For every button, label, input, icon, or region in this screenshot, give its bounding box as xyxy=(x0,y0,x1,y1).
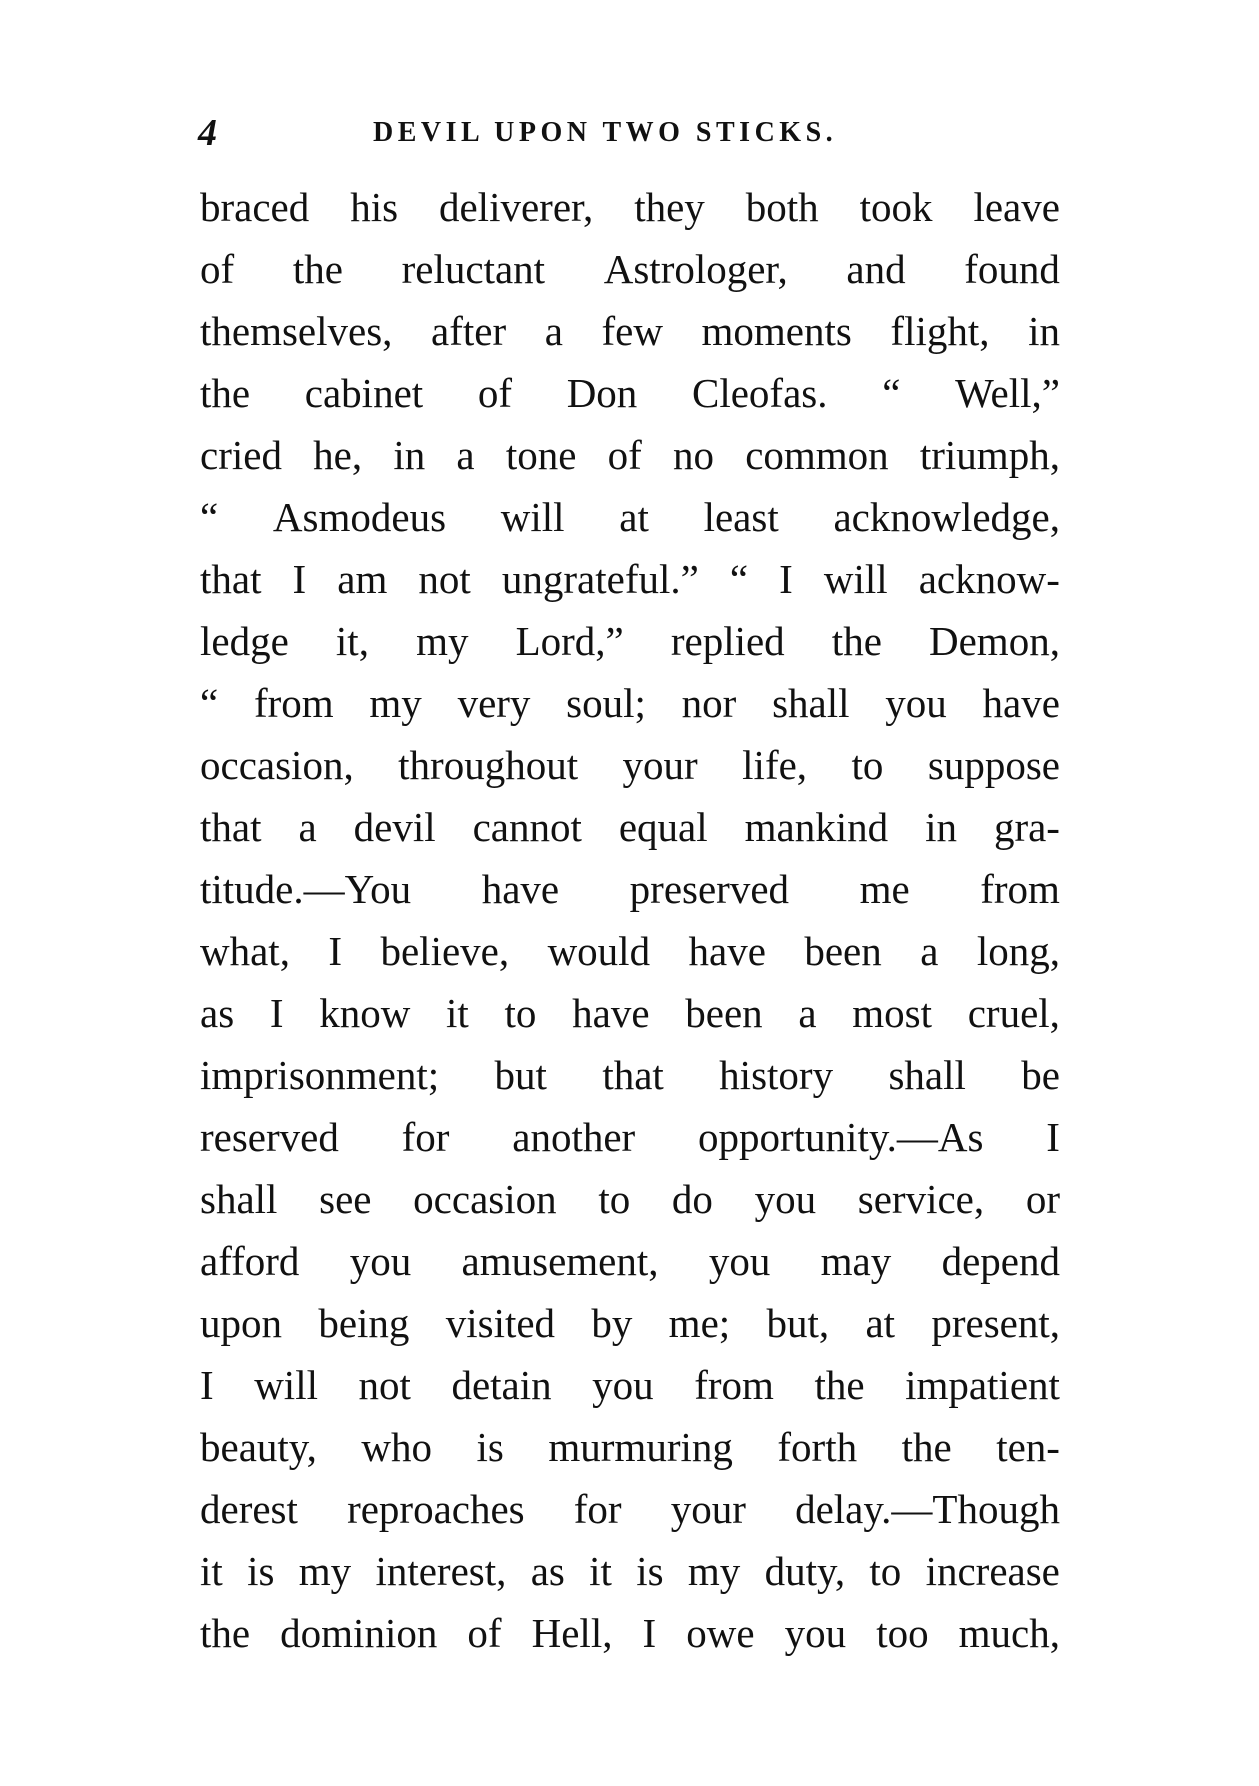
word: see xyxy=(319,1176,372,1222)
word: your xyxy=(622,742,698,788)
word: not xyxy=(418,556,471,602)
word: preserved xyxy=(629,866,790,912)
running-title: DEVIL UPON TWO STICKS. xyxy=(373,117,838,148)
word: that xyxy=(200,556,262,602)
word: occasion xyxy=(413,1176,557,1222)
word: that xyxy=(200,804,262,850)
word: I xyxy=(1046,1114,1060,1160)
text-line xyxy=(200,1602,1060,1664)
word: my xyxy=(687,1548,741,1594)
text-line xyxy=(200,1044,1060,1106)
text-line xyxy=(200,920,1060,982)
word: themselves, xyxy=(200,308,393,354)
word: present, xyxy=(931,1300,1060,1346)
word: for xyxy=(573,1486,622,1532)
word: my xyxy=(369,680,422,726)
word: gra- xyxy=(993,804,1060,850)
word: to xyxy=(869,1548,902,1594)
word: me; xyxy=(668,1300,731,1346)
word: visited xyxy=(445,1300,556,1346)
word: Well,” xyxy=(955,370,1060,416)
word: the xyxy=(292,246,343,292)
word: a xyxy=(456,432,475,478)
word: shall xyxy=(200,1176,278,1222)
word: will xyxy=(823,556,888,602)
word: replied xyxy=(670,618,785,664)
word: my xyxy=(298,1548,352,1594)
word: much, xyxy=(958,1610,1060,1656)
text-line xyxy=(200,734,1060,796)
word: would xyxy=(547,928,651,974)
word: amusement, xyxy=(461,1238,659,1284)
word: it xyxy=(446,990,469,1036)
word: your xyxy=(670,1486,746,1532)
word: “ xyxy=(200,494,219,540)
word: you xyxy=(754,1176,817,1222)
word: cannot xyxy=(472,804,582,850)
text-line xyxy=(200,982,1060,1044)
text-line xyxy=(200,424,1060,486)
word: in xyxy=(393,432,426,478)
word: shall xyxy=(888,1052,966,1098)
word: will xyxy=(500,494,565,540)
text-line xyxy=(200,176,1060,238)
word: impatient xyxy=(905,1362,1060,1408)
word: long, xyxy=(976,928,1060,974)
word: took xyxy=(859,184,933,230)
word: a xyxy=(920,928,939,974)
word: both xyxy=(745,184,819,230)
word: upon xyxy=(200,1300,282,1346)
word: murmuring xyxy=(548,1424,733,1470)
word: you xyxy=(784,1610,847,1656)
word: moments xyxy=(701,308,852,354)
word: detain xyxy=(451,1362,552,1408)
word: derest xyxy=(200,1486,298,1532)
text-line xyxy=(200,1292,1060,1354)
word: have xyxy=(982,680,1060,726)
word: history xyxy=(719,1052,834,1098)
word: dominion xyxy=(280,1610,438,1656)
word: as xyxy=(530,1548,565,1594)
word: I xyxy=(779,556,793,602)
word: of xyxy=(607,432,642,478)
word: the xyxy=(901,1424,952,1470)
word: increase xyxy=(925,1548,1060,1594)
word: I xyxy=(269,990,284,1036)
word: at xyxy=(619,494,649,540)
word: they xyxy=(634,184,705,230)
word: in xyxy=(925,804,957,850)
text-line xyxy=(200,300,1060,362)
word: interest, xyxy=(375,1548,507,1594)
word: or xyxy=(1025,1176,1060,1222)
word: no xyxy=(672,432,714,478)
word: after xyxy=(431,308,507,354)
word: reluctant xyxy=(401,246,546,292)
word: that xyxy=(602,1052,664,1098)
word: he, xyxy=(313,432,363,478)
word: acknow- xyxy=(918,556,1060,602)
word: soul; xyxy=(566,680,646,726)
text-line xyxy=(200,610,1060,672)
word: duty, xyxy=(764,1548,846,1594)
word: few xyxy=(601,308,663,354)
word: from xyxy=(253,680,334,726)
word: Demon, xyxy=(929,618,1060,664)
word: who xyxy=(361,1424,432,1470)
body-text xyxy=(200,176,1060,1676)
word: I xyxy=(642,1610,657,1656)
word: leave xyxy=(973,184,1060,230)
word: nor xyxy=(681,680,737,726)
word: it, xyxy=(335,618,369,664)
text-line xyxy=(200,1540,1060,1602)
word: devil xyxy=(353,804,436,850)
word: be xyxy=(1021,1052,1060,1098)
text-line xyxy=(200,1478,1060,1540)
word: I xyxy=(328,928,343,974)
word: service, xyxy=(857,1176,985,1222)
word: throughout xyxy=(398,742,579,788)
text-line xyxy=(200,1354,1060,1416)
running-head xyxy=(198,108,1064,158)
word: braced xyxy=(200,184,310,230)
page-number: 4 xyxy=(198,112,217,154)
word: equal xyxy=(618,804,708,850)
word: Lord,” xyxy=(515,618,624,664)
word: me xyxy=(859,866,910,912)
word: of xyxy=(200,246,235,292)
text-line xyxy=(200,672,1060,734)
word: may xyxy=(820,1238,892,1284)
word: ungrateful.” xyxy=(501,556,699,602)
word: but xyxy=(494,1052,547,1098)
word: life, xyxy=(742,742,808,788)
word: tone xyxy=(505,432,577,478)
word: will xyxy=(254,1362,318,1408)
word: you xyxy=(885,680,947,726)
text-line xyxy=(200,548,1060,610)
word: imprisonment; xyxy=(200,1052,440,1098)
word: by xyxy=(591,1300,633,1346)
word: Don xyxy=(566,370,638,416)
word: is xyxy=(247,1548,275,1594)
word: ten- xyxy=(996,1424,1060,1470)
word: ledge xyxy=(200,618,289,664)
word: the xyxy=(200,1610,251,1656)
word: from xyxy=(694,1362,774,1408)
word: as xyxy=(200,990,235,1036)
word: but, xyxy=(766,1300,830,1346)
word: of xyxy=(477,370,513,416)
word: at xyxy=(865,1300,896,1346)
word: deliverer, xyxy=(438,184,594,230)
text-line xyxy=(200,1230,1060,1292)
word: cried xyxy=(200,432,282,478)
word: “ xyxy=(729,556,749,602)
word: Hell, xyxy=(531,1610,613,1656)
word: in xyxy=(1028,308,1060,354)
word: very xyxy=(457,680,531,726)
word: and xyxy=(846,246,906,292)
word: a xyxy=(544,308,563,354)
word: is xyxy=(636,1548,664,1594)
word: delay.—Though xyxy=(795,1486,1060,1532)
word: have xyxy=(572,990,650,1036)
word: not xyxy=(358,1362,411,1408)
word: I xyxy=(200,1362,214,1408)
word: a xyxy=(798,990,817,1036)
word: reproaches xyxy=(347,1486,525,1532)
word: reserved xyxy=(200,1114,339,1160)
word: his xyxy=(350,184,399,230)
word: triumph, xyxy=(919,432,1060,478)
word: Astrologer, xyxy=(603,246,788,292)
word: the xyxy=(200,370,251,416)
word: for xyxy=(401,1114,450,1160)
word: you xyxy=(349,1238,412,1284)
word: of xyxy=(467,1610,502,1656)
word: been xyxy=(804,928,882,974)
text-line xyxy=(200,238,1060,300)
text-line xyxy=(200,1416,1060,1478)
word: occasion, xyxy=(200,742,354,788)
word: being xyxy=(318,1300,410,1346)
word: have xyxy=(688,928,766,974)
word: it xyxy=(589,1548,612,1594)
word: “ xyxy=(200,680,219,726)
word: my xyxy=(416,618,469,664)
word: “ xyxy=(882,370,901,416)
word: most xyxy=(852,990,933,1036)
word: acknowledge, xyxy=(833,494,1060,540)
word: what, xyxy=(200,928,290,974)
word: Asmodeus xyxy=(272,494,447,540)
text-line xyxy=(200,486,1060,548)
word: titude.—You xyxy=(200,866,412,912)
word: forth xyxy=(777,1424,858,1470)
word: owe xyxy=(686,1610,755,1656)
word: it xyxy=(200,1548,223,1594)
word: you xyxy=(592,1362,654,1408)
word: is xyxy=(476,1424,504,1470)
text-line xyxy=(200,1106,1060,1168)
word: believe, xyxy=(380,928,510,974)
word: least xyxy=(703,494,779,540)
word: depend xyxy=(941,1238,1060,1284)
word: am xyxy=(337,556,388,602)
word: you xyxy=(708,1238,771,1284)
word: found xyxy=(964,246,1060,292)
word: flight, xyxy=(890,308,990,354)
word: from xyxy=(980,866,1060,912)
text-line xyxy=(200,362,1060,424)
word: the xyxy=(814,1362,865,1408)
word: cabinet xyxy=(304,370,424,416)
word: afford xyxy=(200,1238,300,1284)
word: common xyxy=(745,432,889,478)
word: another xyxy=(512,1114,636,1160)
word: to xyxy=(851,742,884,788)
word: too xyxy=(876,1610,929,1656)
word: know xyxy=(319,990,411,1036)
text-line xyxy=(200,858,1060,920)
word: suppose xyxy=(927,742,1060,788)
word: opportunity.—As xyxy=(698,1114,984,1160)
word: shall xyxy=(772,680,850,726)
word: to xyxy=(504,990,537,1036)
word: a xyxy=(298,804,317,850)
word: have xyxy=(481,866,560,912)
word: been xyxy=(685,990,763,1036)
word: I xyxy=(292,556,307,602)
text-line xyxy=(200,1168,1060,1230)
word: cruel, xyxy=(967,990,1060,1036)
word: do xyxy=(671,1176,713,1222)
word: to xyxy=(598,1176,631,1222)
text-line xyxy=(200,796,1060,858)
word: beauty, xyxy=(200,1424,317,1470)
word: Cleofas. xyxy=(692,370,828,416)
word: mankind xyxy=(744,804,889,850)
word: the xyxy=(831,618,882,664)
